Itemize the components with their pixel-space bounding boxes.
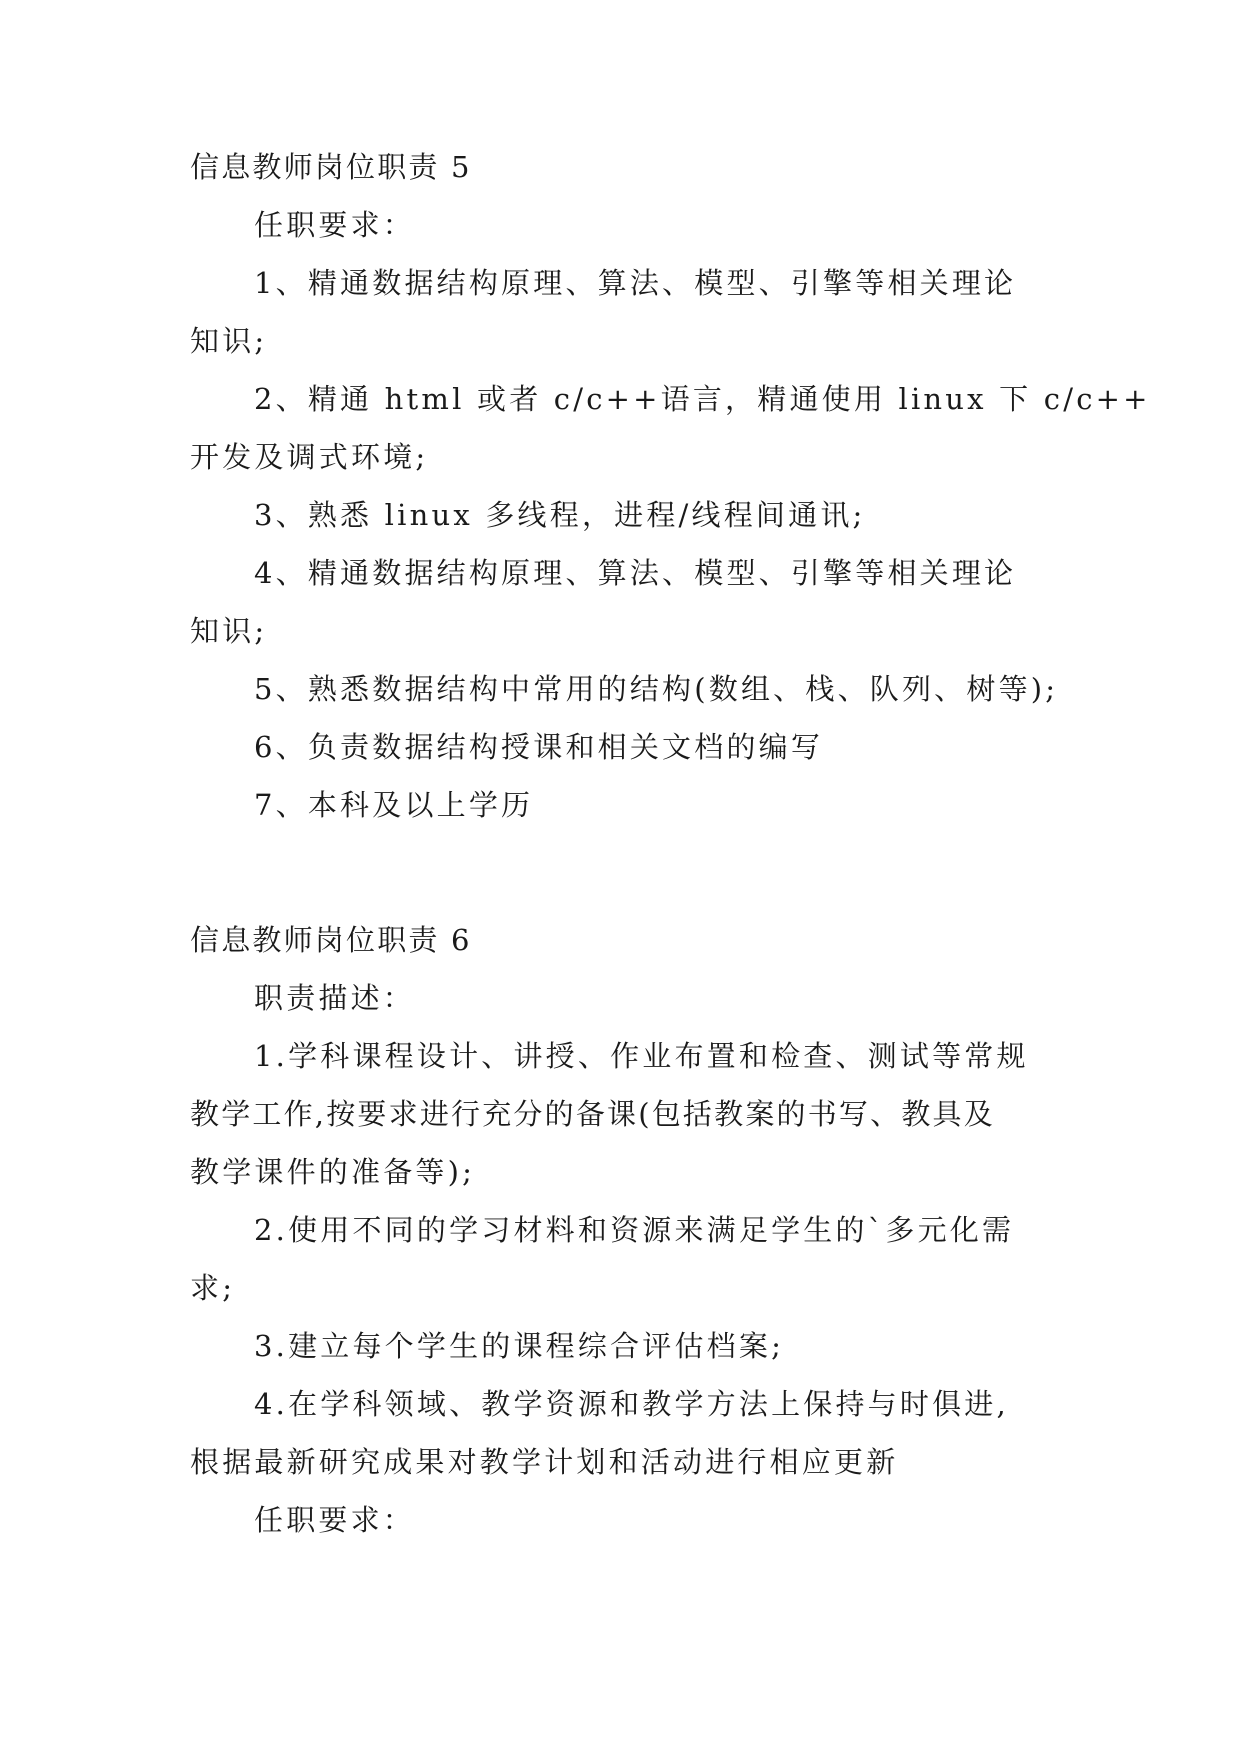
list-item: 2.使用不同的学习材料和资源来满足学生的`多元化需 — [254, 1213, 1015, 1247]
list-item: 1、精通数据结构原理、算法、模型、引擎等相关理论 — [254, 266, 1017, 300]
list-item: 6、负责数据结构授课和相关文档的编写 — [254, 730, 824, 764]
list-item: 7、本科及以上学历 — [254, 788, 534, 822]
list-item: 1.学科课程设计、讲授、作业布置和检查、测试等常规 — [254, 1039, 1029, 1073]
list-item: 3.建立每个学生的课程综合评估档案; — [254, 1329, 785, 1363]
requirements-heading: 任职要求： — [254, 1503, 416, 1537]
list-item-continuation: 根据最新研究成果对教学计划和活动进行相应更新 — [190, 1445, 899, 1479]
list-item: 3、熟悉 linux 多线程，进程/线程间通讯; — [254, 498, 866, 532]
duties-heading: 职责描述： — [254, 981, 416, 1015]
list-item: 4.在学科领域、教学资源和教学方法上保持与时俱进, — [254, 1387, 1009, 1421]
section-title: 信息教师岗位职责 5 — [190, 150, 472, 184]
list-item: 5、熟悉数据结构中常用的结构(数组、栈、队列、树等); — [254, 672, 1059, 706]
list-item: 4、精通数据结构原理、算法、模型、引擎等相关理论 — [254, 556, 1017, 590]
list-item-continuation: 知识; — [190, 614, 268, 648]
list-item-continuation: 知识; — [190, 324, 268, 358]
list-item-continuation: 教学课件的准备等); — [190, 1155, 476, 1189]
section-title: 信息教师岗位职责 6 — [190, 923, 472, 957]
list-item: 2、精通 html 或者 c/c++语言，精通使用 linux 下 c/c++ — [254, 382, 1151, 416]
list-item-continuation: 求; — [190, 1271, 236, 1305]
list-item-continuation: 开发及调式环境; — [190, 440, 429, 474]
list-item-continuation: 教学工作,按要求进行充分的备课(包括教案的书写、教具及 — [190, 1097, 995, 1131]
requirements-heading: 任职要求： — [254, 208, 416, 242]
